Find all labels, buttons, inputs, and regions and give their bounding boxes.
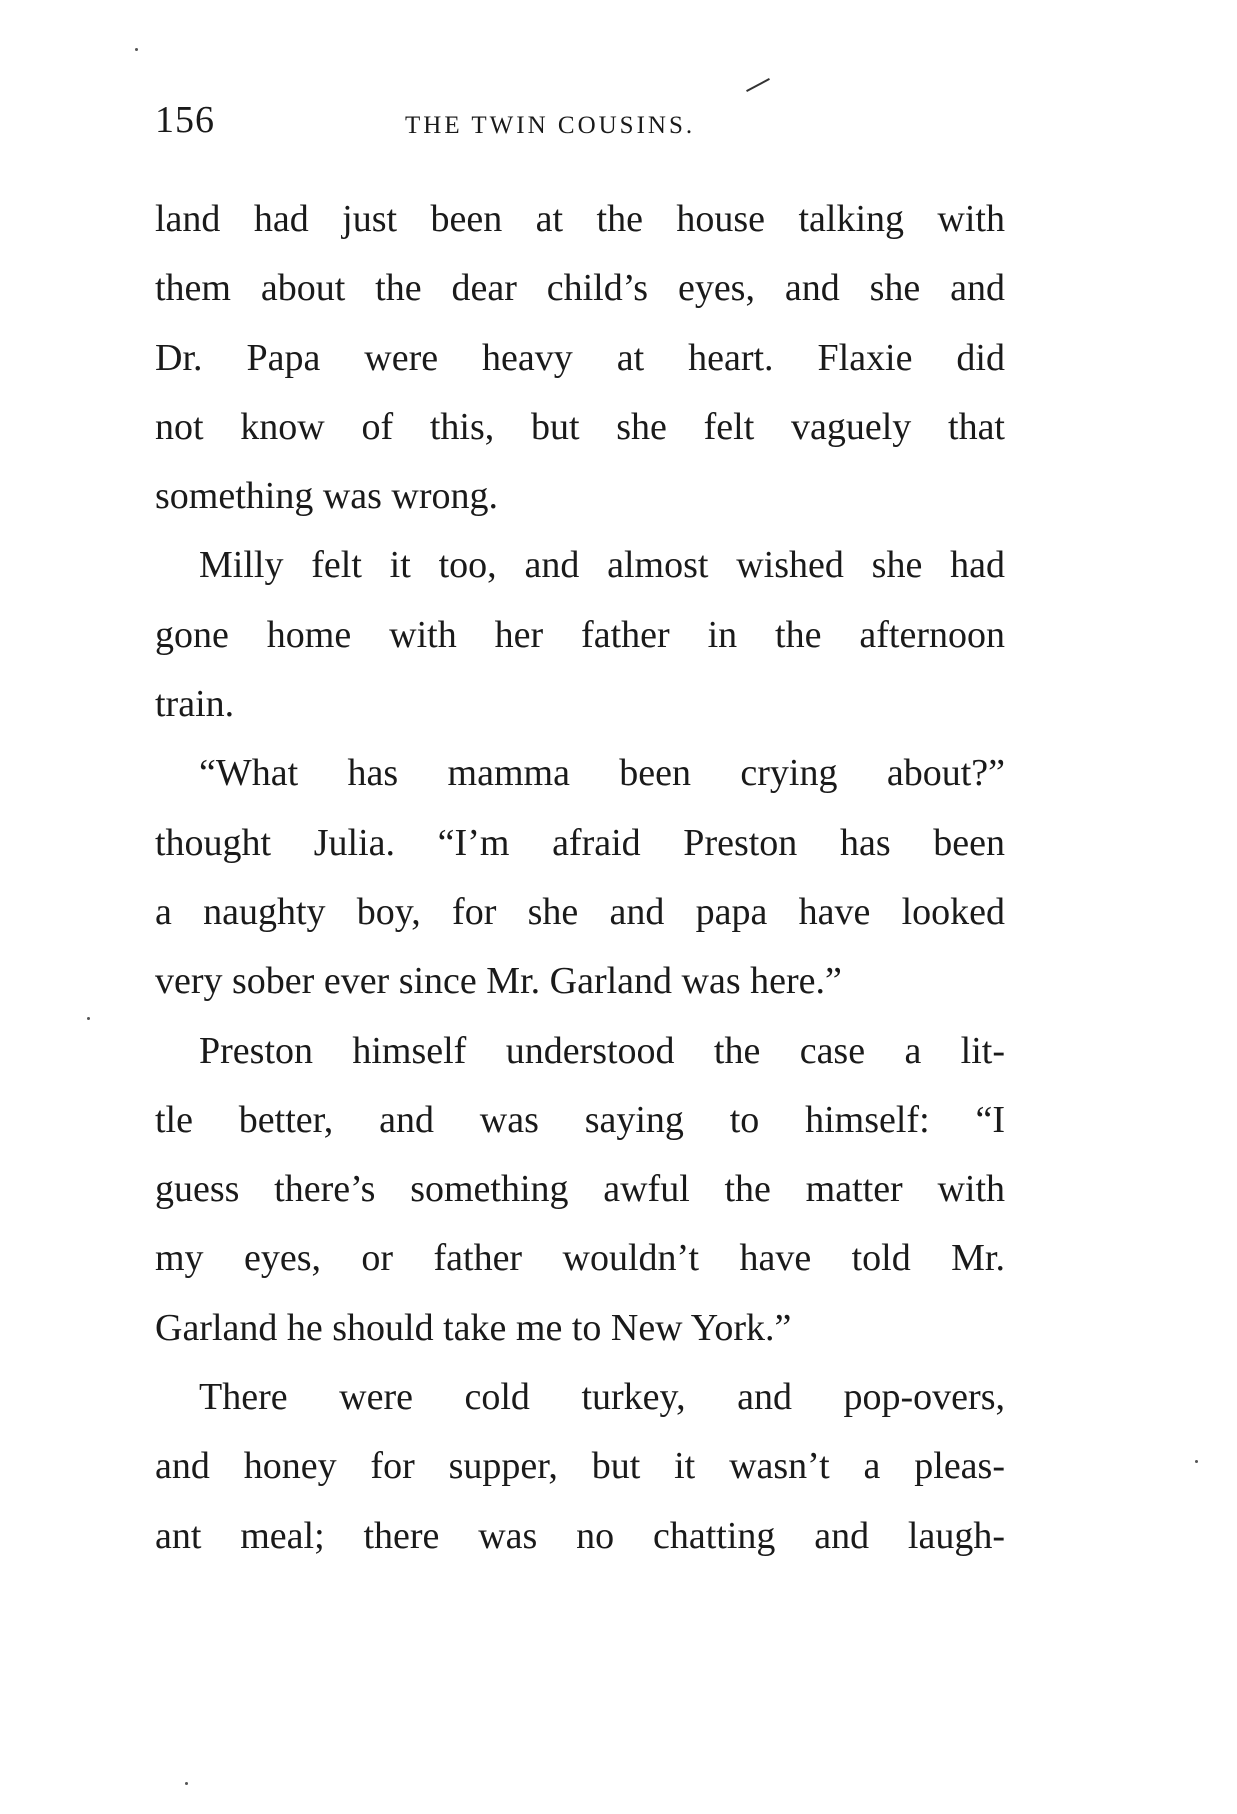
text-line: a naughty boy, for she and papa have looked — [155, 890, 1005, 933]
scan-speck — [135, 48, 138, 51]
scan-speck — [1195, 1460, 1198, 1463]
text-line: tle better, and was saying to himself: “I — [155, 1098, 1005, 1141]
pencil-mark — [746, 78, 770, 92]
paragraph-1 — [155, 185, 1005, 531]
paragraph-4 — [155, 1017, 1005, 1363]
text-line: Dr. Papa were heavy at heart. Flaxie did — [155, 336, 1005, 379]
text-line: Preston himself understood the case a lit- — [199, 1029, 1005, 1072]
text-line: not know of this, but she felt vaguely that — [155, 405, 1005, 448]
scan-speck — [185, 1782, 188, 1785]
text-line: them about the dear child’s eyes, and she and — [155, 267, 1005, 310]
paragraph-5 — [155, 1363, 1005, 1571]
text-line: land had just been at the house talking with — [155, 198, 1005, 240]
text-line: very sober ever since Mr. Garland was here.” — [155, 960, 842, 1003]
text-line: train. — [155, 683, 235, 726]
text-line: gone home with her father in the afternoon — [155, 613, 1005, 656]
running-title: THE TWIN COUSINS. — [405, 112, 696, 139]
page-header — [155, 98, 1005, 148]
text-line: Garland he should take me to New York.” — [155, 1306, 792, 1349]
text-line: and honey for supper, but it wasn’t a pleas- — [155, 1445, 1005, 1488]
page-number: 156 — [155, 99, 215, 141]
text-line: something was wrong. — [155, 475, 499, 518]
text-line: thought Julia. “I’m afraid Preston has been — [155, 821, 1005, 864]
text-line: my eyes, or father wouldn’t have told Mr. — [155, 1237, 1005, 1280]
paragraph-3 — [155, 739, 1005, 1016]
text-line: Milly felt it too, and almost wished she had — [199, 544, 1005, 587]
text-line: guess there’s something awful the matter with — [155, 1168, 1005, 1211]
scan-speck — [87, 1017, 90, 1020]
text-line: “What has mamma been crying about?” — [199, 752, 1005, 795]
text-line: There were cold turkey, and pop-overs, — [199, 1376, 1005, 1419]
text-line: ant meal; there was no chatting and laugh- — [155, 1514, 1005, 1557]
paragraph-2 — [155, 531, 1005, 739]
body-text — [155, 185, 1005, 1571]
